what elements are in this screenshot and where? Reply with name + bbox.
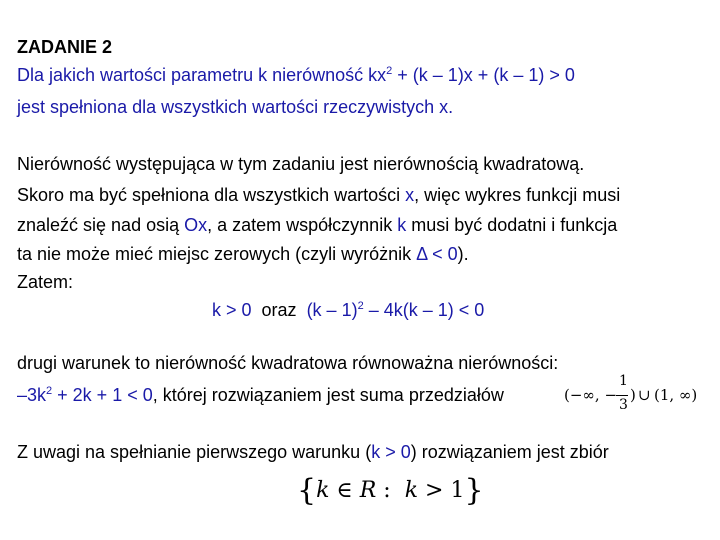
text: ta nie może mieć miejsc zerowych (czyli wyróżnik xyxy=(17,244,417,264)
condition-1: k > 0 xyxy=(212,300,252,320)
explanation-line-1: Nierówność występująca w tym zadaniu jest nierównością kwadratową. xyxy=(17,154,585,174)
condition-2: (k – 1) xyxy=(306,300,358,320)
axis-ox: Ox xyxy=(184,215,208,235)
fraction-bar xyxy=(616,395,628,396)
set-cond-var: k xyxy=(404,478,419,503)
text: , której rozwiązaniem jest suma przedziałów xyxy=(152,385,504,405)
explanation-line-3 xyxy=(17,214,617,236)
text: , więc wykres funkcji musi xyxy=(414,185,621,205)
fraction-denominator: 3 xyxy=(619,397,628,413)
condition-k-positive: k > 0 xyxy=(371,442,411,462)
text: , a zatem współczynnik xyxy=(207,215,398,235)
explanation-line-5: Zatem: xyxy=(17,272,74,292)
variable-x: x xyxy=(405,185,415,205)
set-cond: > 1 xyxy=(418,478,465,503)
inequality-expr: + (k – 1)x + (k – 1) > 0 xyxy=(392,65,575,85)
conclusion-line xyxy=(17,441,609,463)
conjunction: oraz xyxy=(251,300,307,320)
task-title: ZADANIE 2 xyxy=(17,37,113,57)
explanation-line-2 xyxy=(17,184,620,206)
task-line-1 xyxy=(17,64,575,86)
task-text: Dla jakich wartości parametru xyxy=(17,65,259,85)
conditions-line xyxy=(212,299,484,321)
set-brace-open: { xyxy=(297,473,317,508)
exponent: 2 xyxy=(357,300,364,312)
variable-x: x xyxy=(439,97,449,117)
task-text: . xyxy=(448,97,454,117)
second-line-1: drugi warunek to nierówność kwadratowa równoważna nierówności: xyxy=(17,353,559,373)
interval-close: ) xyxy=(630,386,636,404)
inequality-expr: kx xyxy=(368,65,387,85)
solution-set xyxy=(297,470,484,511)
discriminant: Δ < 0 xyxy=(416,244,458,264)
set-variable: k xyxy=(316,478,330,503)
text: znaleźć się nad osią xyxy=(17,215,185,235)
exponent: 2 xyxy=(46,385,53,397)
text: ). xyxy=(457,244,469,264)
coefficient-k: k xyxy=(397,215,407,235)
interval-2: (1, ∞) xyxy=(654,386,698,404)
quadratic-expr: –3k xyxy=(17,385,47,405)
text: ) rozwiązaniem jest zbiór xyxy=(410,442,609,462)
second-line-2 xyxy=(17,384,504,406)
explanation-line-4 xyxy=(17,243,469,265)
task-text: nierówność xyxy=(267,65,369,85)
union-symbol: ∪ xyxy=(638,386,651,404)
element-of: ∈ xyxy=(329,478,360,503)
task-text: jest spełniona dla wszystkich wartości rzeczywistych xyxy=(17,97,440,117)
fraction-numerator: 1 xyxy=(619,373,628,389)
text: musi być dodatni i funkcja xyxy=(406,215,618,235)
condition-2: – 4k(k – 1) < 0 xyxy=(363,300,485,320)
set-brace-close: } xyxy=(464,473,484,508)
interval-open: (−∞, − xyxy=(564,386,618,404)
set-colon: : xyxy=(376,478,405,503)
exponent: 2 xyxy=(386,65,393,77)
set-real: R xyxy=(359,478,377,503)
task-line-2 xyxy=(17,96,453,118)
text: Z uwagi na spełnianie pierwszego warunku ( xyxy=(17,442,372,462)
parameter-k: k xyxy=(258,65,268,85)
quadratic-expr: + 2k + 1 < 0 xyxy=(52,385,153,405)
text: Skoro ma być spełniona dla wszystkich wartości xyxy=(17,185,406,205)
